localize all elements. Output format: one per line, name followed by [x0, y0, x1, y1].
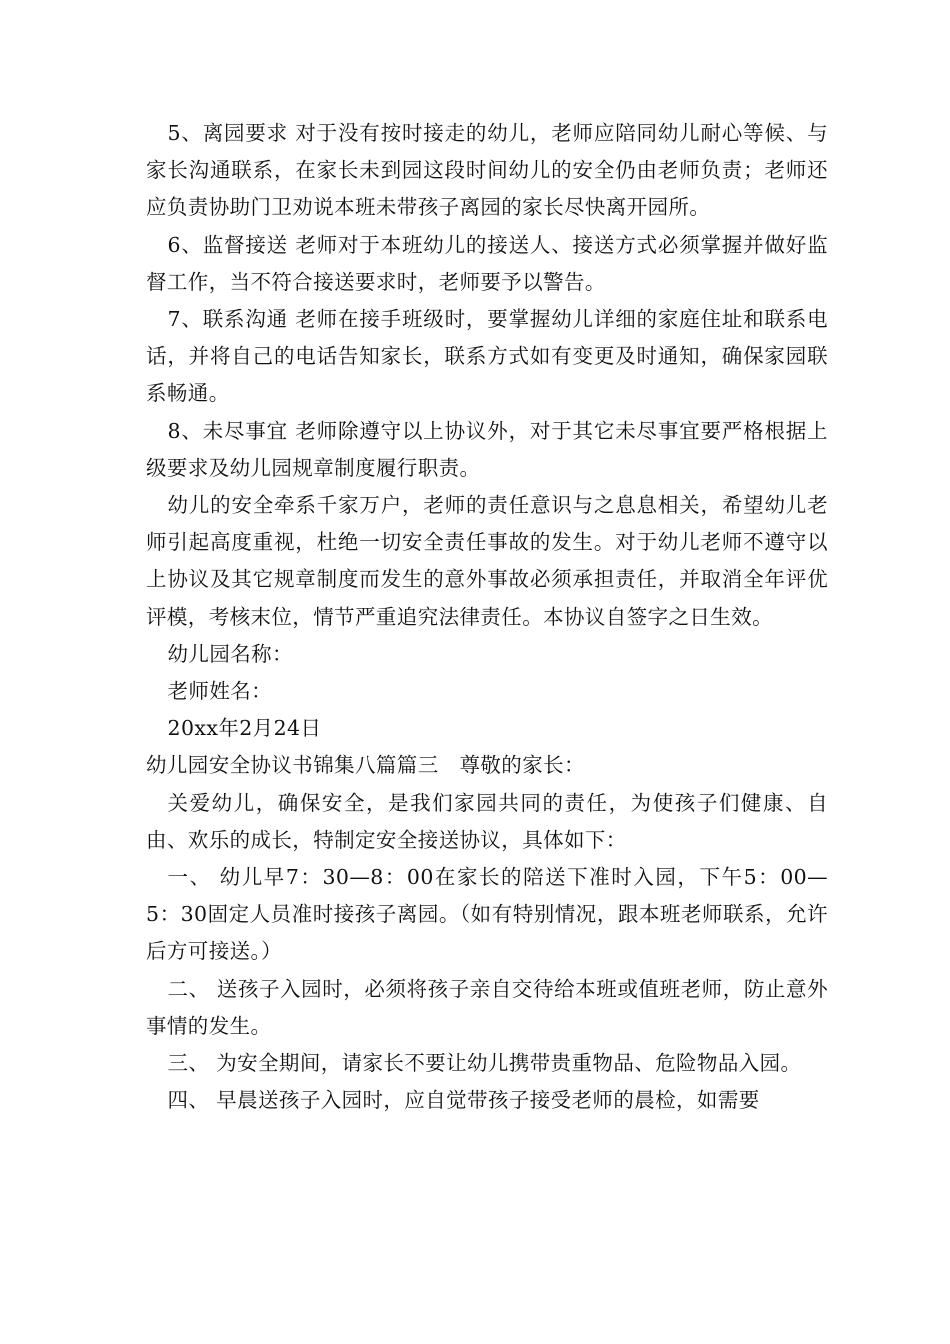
list-item-three: 三、 为安全期间，请家长不要让幼儿携带贵重物品、危险物品入园。	[167, 1051, 802, 1076]
date-line: 20xx年2月24日	[167, 716, 322, 741]
list-item-one: 一、 幼儿早7：30—8：00在家长的陪送下准时入园，下午5：00—5：30固定人员准时接孩子离园。（如有特别情况，跟本班老师联系，允许后方可接送。）	[146, 865, 828, 964]
kindergarten-name-line: 幼儿园名称：	[167, 641, 293, 666]
list-item-four: 四、 早晨送孩子入园时，应自觉带孩子接受老师的晨检，如需要	[167, 1088, 760, 1113]
teacher-name-line: 老师姓名：	[167, 679, 273, 704]
paragraph-contact-communication: 7、联系沟通 老师在接手班级时，要掌握幼儿详细的家庭住址和联系电话，并将自己的电话告知家长，联系方式如有变更及时通知，确保家园联系畅通。	[146, 307, 828, 406]
section-title-part-three: 幼儿园安全协议书锦集八篇篇三 尊敬的家长：	[146, 753, 585, 778]
paragraph-intro: 关爱幼儿，确保安全，是我们家园共同的责任，为使孩子们健康、自由、欢乐的成长，特制定安全接送协议，具体如下：	[146, 790, 828, 852]
paragraph-supervise-pickup: 6、监督接送 老师对于本班幼儿的接送人、接送方式必须掌握并做好监督工作，当不符合接送要求时，老师要予以警告。	[146, 232, 828, 294]
document-body	[146, 115, 828, 1119]
paragraph-unfinished-matters: 8、未尽事宜 老师除遵守以上协议外，对于其它未尽事宜要严格根据上级要求及幼儿园规章制度履行职责。	[146, 418, 828, 480]
list-item-two: 二、 送孩子入园时，必须将孩子亲自交待给本班或值班老师，防止意外事情的发生。	[146, 976, 828, 1038]
paragraph-departure-requirement: 5、离园要求 对于没有按时接走的幼儿，老师应陪同幼儿耐心等候、与家长沟通联系，在家长未到园这段时间幼儿的安全仍由老师负责；老师还应负责协助门卫劝说本班未带孩子离园的家长尽快离开园所。	[146, 121, 828, 220]
paragraph-safety-responsibility: 幼儿的安全牵系千家万户，老师的责任意识与之息息相关，希望幼儿老师引起高度重视，杜绝一切安全责任事故的发生。对于幼儿老师不遵守以上协议及其它规章制度而发生的意外事故必须承担责任，并取消全年评优评模，考核末位，情节严重追究法律责任。本协议自签字之日生效。	[146, 493, 828, 629]
